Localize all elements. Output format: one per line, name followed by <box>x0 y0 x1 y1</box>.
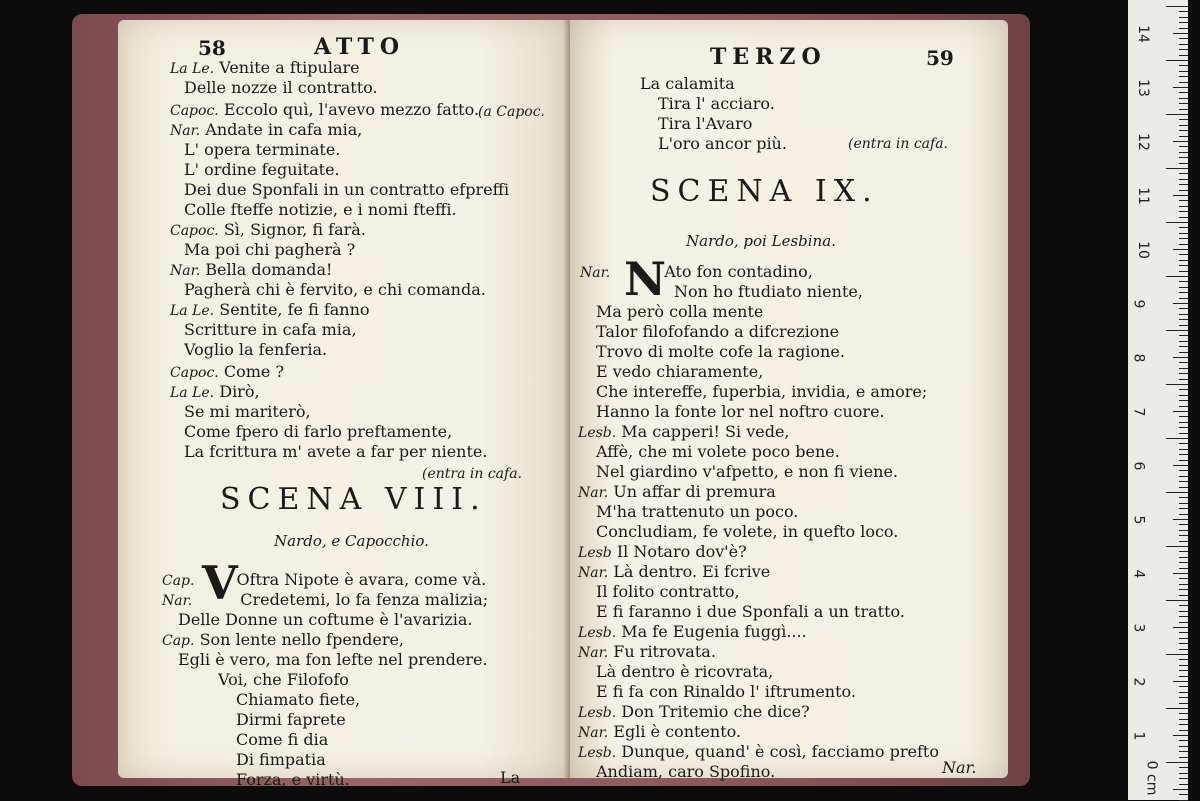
ruler-tick <box>1179 244 1188 245</box>
ruler-label: 13 <box>1134 79 1151 97</box>
measuring-ruler <box>1128 0 1188 800</box>
ruler-tick <box>1179 335 1188 336</box>
ruler-tick <box>1179 281 1188 282</box>
ruler-label: 14 <box>1134 25 1151 43</box>
ruler-tick <box>1179 44 1188 45</box>
ruler-tick <box>1179 82 1188 83</box>
scene-characters: Nardo, poi Lesbina. <box>686 232 836 250</box>
ruler-tick <box>1166 384 1188 385</box>
verse-line: Cap. Son lente nello fpendere, <box>162 630 405 649</box>
ruler-tick <box>1179 17 1188 18</box>
verse-line: Non ho ftudiato niente, <box>674 282 863 301</box>
ruler-tick <box>1179 665 1188 666</box>
ruler-tick <box>1179 190 1188 191</box>
ruler-tick <box>1166 546 1188 547</box>
ruler-tick <box>1179 76 1188 77</box>
ruler-tick <box>1179 125 1188 126</box>
ruler-tick <box>1179 514 1188 515</box>
ruler-tick <box>1179 298 1188 299</box>
ruler-tick <box>1179 38 1188 39</box>
ruler-tick <box>1179 427 1188 428</box>
ruler-tick <box>1179 578 1188 579</box>
verse-line: Capoc. Sì, Signor, fi farà. <box>170 220 366 239</box>
ruler-tick <box>1179 400 1188 401</box>
scene-title: SCENA VIII. <box>220 482 487 517</box>
verse-line: E fi fa con Rinaldo l' iftrumento. <box>596 682 856 701</box>
verse-line: Hanno la fonte lor nel noftro cuore. <box>596 402 885 421</box>
catchword: La <box>500 768 521 787</box>
ruler-tick <box>1173 249 1188 250</box>
verse-line: Tira l' acciaro. <box>658 94 775 113</box>
ruler-tick <box>1179 254 1188 255</box>
ruler-tick <box>1179 200 1188 201</box>
ruler-tick <box>1179 676 1188 677</box>
ruler-tick <box>1179 524 1188 525</box>
ruler-label: 8 <box>1130 353 1147 363</box>
ruler-tick <box>1179 713 1188 714</box>
verse-line: Nel giardino v'afpetto, e non fi viene. <box>596 462 898 481</box>
ruler-tick <box>1166 168 1188 169</box>
ruler-tick <box>1179 595 1188 596</box>
ruler-tick <box>1179 233 1188 234</box>
ruler-tick <box>1173 519 1188 520</box>
ruler-tick <box>1173 357 1188 358</box>
verse-line: Se mi mariterò, <box>184 402 311 421</box>
verse-line: Lesb. Ma capperi! Si vede, <box>578 422 790 441</box>
ruler-tick <box>1166 762 1188 763</box>
verse-line: Ma però colla mente <box>596 302 764 321</box>
ruler-label: 7 <box>1130 407 1147 417</box>
ruler-tick <box>1179 238 1188 239</box>
ruler-tick <box>1166 600 1188 601</box>
ruler-tick <box>1166 60 1188 61</box>
ruler-tick <box>1179 308 1188 309</box>
ruler-label: 3 <box>1130 623 1147 633</box>
ruler-tick <box>1179 163 1188 164</box>
ruler-tick <box>1179 497 1188 498</box>
ruler-tick <box>1173 627 1188 628</box>
ruler-tick <box>1179 341 1188 342</box>
ruler-tick <box>1179 443 1188 444</box>
ruler-tick <box>1179 292 1188 293</box>
ruler-tick <box>1179 28 1188 29</box>
ruler-label: 9 <box>1130 299 1147 309</box>
ruler-tick <box>1179 179 1188 180</box>
verse-line: Lesb Il Notaro dov'è? <box>578 542 747 561</box>
drop-cap: V <box>202 556 238 610</box>
ruler-tick <box>1179 697 1188 698</box>
verse-line: Là dentro è ricovrata, <box>596 662 774 681</box>
ruler-tick <box>1179 605 1188 606</box>
ruler-tick <box>1179 92 1188 93</box>
ruler-tick <box>1179 287 1188 288</box>
ruler-tick <box>1179 173 1188 174</box>
ruler-label: 0 cm <box>1143 760 1160 796</box>
right-page <box>570 20 1008 781</box>
verse-line: Ma poi chi pagherà ? <box>184 240 356 259</box>
ruler-label: 1 <box>1130 731 1147 741</box>
ruler-tick <box>1166 222 1188 223</box>
ruler-tick <box>1179 109 1188 110</box>
verse-line: Nar. Ato fon contadino, <box>580 262 813 281</box>
ruler-tick <box>1166 438 1188 439</box>
stage-direction: (entra in cafa. <box>422 466 522 482</box>
ruler-tick <box>1179 557 1188 558</box>
verse-line: Forza, e virtù. <box>236 770 350 789</box>
ruler-tick <box>1179 692 1188 693</box>
ruler-tick <box>1179 622 1188 623</box>
page-number: 58 <box>198 36 226 60</box>
verse-line: Voglio la fenferia. <box>184 340 328 359</box>
verse-line: Tira l'Avaro <box>658 114 753 133</box>
ruler-tick <box>1166 492 1188 493</box>
ruler-tick <box>1179 217 1188 218</box>
ruler-tick <box>1179 211 1188 212</box>
ruler-tick <box>1179 794 1188 795</box>
ruler-tick <box>1179 389 1188 390</box>
ruler-tick <box>1179 476 1188 477</box>
verse-line: La Le. Venite a ftipulare <box>170 58 360 77</box>
ruler-label: 10 <box>1134 241 1151 259</box>
verse-line: Lesb. Don Tritemio che dice? <box>578 702 810 721</box>
ruler-tick <box>1179 379 1188 380</box>
verse-line: Capoc. Eccolo quì, l'avevo mezzo fatto. <box>170 100 480 119</box>
verse-line: Scritture in cafa mia, <box>184 320 357 339</box>
verse-line: Dirmi faprete <box>236 710 346 729</box>
ruler-tick <box>1173 195 1188 196</box>
verse-line: Delle nozze il contratto. <box>184 78 378 97</box>
verse-line: Egli è vero, ma fon lefte nel prendere. <box>178 650 488 669</box>
verse-line: L' ordine feguitate. <box>184 160 340 179</box>
ruler-tick <box>1179 395 1188 396</box>
ruler-tick <box>1179 22 1188 23</box>
left-page <box>118 20 570 789</box>
ruler-tick <box>1179 659 1188 660</box>
verse-line: Lesb. Dunque, quand' è così, facciamo prefto <box>578 742 939 761</box>
ruler-tick <box>1179 719 1188 720</box>
running-head: ATTO <box>314 34 405 60</box>
ruler-tick <box>1173 735 1188 736</box>
ruler-tick <box>1179 319 1188 320</box>
verse-line: Andiam, caro Spofino. <box>596 762 776 781</box>
ruler-label: 6 <box>1130 461 1147 471</box>
scene-characters: Nardo, e Capocchio. <box>274 532 429 550</box>
ruler-tick <box>1179 152 1188 153</box>
ruler-tick <box>1179 157 1188 158</box>
ruler-label: 11 <box>1134 187 1151 205</box>
ruler-tick <box>1179 71 1188 72</box>
verse-line: Trovo di molte cofe la ragione. <box>596 342 845 361</box>
stage-direction: (entra in cafa. <box>848 136 948 152</box>
ruler-tick <box>1179 773 1188 774</box>
ruler-tick <box>1179 746 1188 747</box>
verse-line: Pagherà chi è fervito, e chi comanda. <box>184 280 486 299</box>
ruler-tick <box>1173 87 1188 88</box>
ruler-tick <box>1179 584 1188 585</box>
verse-line: Come fi dia <box>236 730 329 749</box>
verse-line: Talor filofofando a difcrezione <box>596 322 840 341</box>
running-head: TERZO <box>710 44 827 70</box>
catchword: Nar. <box>942 758 977 777</box>
ruler-tick <box>1179 206 1188 207</box>
ruler-tick <box>1173 411 1188 412</box>
ruler-tick <box>1179 611 1188 612</box>
ruler-tick <box>1179 784 1188 785</box>
ruler-tick <box>1179 767 1188 768</box>
verse-line: La Le. Sentite, fe fi fanno <box>170 300 370 319</box>
ruler-tick <box>1179 487 1188 488</box>
ruler-tick <box>1173 681 1188 682</box>
verse-line: Lesb. Ma fe Eugenia fuggì.... <box>578 622 807 641</box>
ruler-tick <box>1179 670 1188 671</box>
ruler-tick <box>1179 568 1188 569</box>
verse-line: Nar. Là dentro. Ei fcrive <box>578 562 771 581</box>
verse-line: Di fimpatia <box>236 750 326 769</box>
ruler-tick <box>1179 740 1188 741</box>
verse-line: La calamita <box>640 74 735 93</box>
ruler-tick <box>1179 508 1188 509</box>
ruler-tick <box>1179 136 1188 137</box>
ruler-label: 2 <box>1130 677 1147 687</box>
verse-line: Dei due Sponfali in un contratto efpreffi <box>184 180 510 199</box>
verse-line: E vedo chiaramente, <box>596 362 764 381</box>
ruler-tick <box>1179 643 1188 644</box>
verse-line: E fi faranno i due Sponfali a un tratto. <box>596 602 905 621</box>
ruler-tick <box>1179 103 1188 104</box>
ruler-tick <box>1179 11 1188 12</box>
verse-line: Chiamato fiete, <box>236 690 361 709</box>
ruler-tick <box>1179 757 1188 758</box>
verse-line: Nar. Andate in cafa mia, <box>170 120 363 139</box>
ruler-tick <box>1179 362 1188 363</box>
scene-title: SCENA IX. <box>650 174 879 209</box>
verse-line: Come fpero di farlo preftamente, <box>184 422 453 441</box>
ruler-tick <box>1166 330 1188 331</box>
verse-line: L'oro ancor più. <box>658 134 787 153</box>
verse-line: Nar. Credetemi, lo fa fenza malizia; <box>162 590 489 609</box>
verse-line: L' opera terminate. <box>184 140 341 159</box>
verse-line: Capoc. Come ? <box>170 362 285 381</box>
ruler-tick <box>1179 55 1188 56</box>
ruler-tick <box>1166 114 1188 115</box>
stage-direction: (a Capoc. <box>478 104 545 120</box>
ruler-tick <box>1166 6 1188 7</box>
verse-line: Affè, che mi volete poco bene. <box>596 442 840 461</box>
ruler-tick <box>1179 184 1188 185</box>
ruler-tick <box>1179 98 1188 99</box>
ruler-tick <box>1179 260 1188 261</box>
verse-line: Cap. Oftra Nipote è avara, come và. <box>162 570 487 589</box>
ruler-tick <box>1179 616 1188 617</box>
verse-line: M'ha trattenuto un poco. <box>596 502 799 521</box>
ruler-tick <box>1179 49 1188 50</box>
verse-line: Colle fteffe notizie, e i nomi fteffi. <box>184 200 457 219</box>
ruler-tick <box>1179 460 1188 461</box>
ruler-tick <box>1179 65 1188 66</box>
verse-line: Delle Donne un coftume è l'avarizia. <box>178 610 473 629</box>
verse-line: Il folito contratto, <box>596 582 740 601</box>
ruler-tick <box>1179 541 1188 542</box>
verse-line: Nar. Bella domanda! <box>170 260 333 279</box>
ruler-tick <box>1179 119 1188 120</box>
ruler-tick <box>1179 314 1188 315</box>
page-number: 59 <box>926 46 954 70</box>
verse-line: La Le. Dirò, <box>170 382 260 401</box>
ruler-tick <box>1179 649 1188 650</box>
verse-line: Concludiam, fe volete, in quefto loco. <box>596 522 899 541</box>
ruler-tick <box>1179 535 1188 536</box>
ruler-tick <box>1179 470 1188 471</box>
ruler-tick <box>1179 638 1188 639</box>
ruler-tick <box>1179 346 1188 347</box>
ruler-tick <box>1173 141 1188 142</box>
ruler-tick <box>1179 562 1188 563</box>
drop-cap: N <box>624 252 667 306</box>
verse-line: Nar. Egli è contento. <box>578 722 742 741</box>
ruler-tick <box>1179 130 1188 131</box>
ruler-tick <box>1179 449 1188 450</box>
ruler-tick <box>1179 703 1188 704</box>
ruler-label: 4 <box>1130 569 1147 579</box>
ruler-tick <box>1179 686 1188 687</box>
verse-line: Nar. Un affar di premura <box>578 482 776 501</box>
ruler-tick <box>1179 778 1188 779</box>
ruler-tick <box>1179 265 1188 266</box>
ruler-tick <box>1179 751 1188 752</box>
ruler-tick <box>1166 708 1188 709</box>
ruler-tick <box>1179 368 1188 369</box>
ruler-tick <box>1179 551 1188 552</box>
ruler-tick <box>1179 433 1188 434</box>
ruler-tick <box>1179 373 1188 374</box>
verse-line: Nar. Fu ritrovata. <box>578 642 716 661</box>
ruler-tick <box>1179 454 1188 455</box>
ruler-tick <box>1179 724 1188 725</box>
ruler-tick <box>1179 632 1188 633</box>
ruler-tick <box>1166 276 1188 277</box>
ruler-tick <box>1179 406 1188 407</box>
ruler-tick <box>1179 422 1188 423</box>
ruler-tick <box>1173 33 1188 34</box>
ruler-tick <box>1173 573 1188 574</box>
ruler-tick <box>1173 465 1188 466</box>
ruler-tick <box>1179 227 1188 228</box>
ruler-tick <box>1179 146 1188 147</box>
ruler-tick <box>1179 416 1188 417</box>
verse-line: La fcrittura m' avete a far per niente. <box>184 442 488 461</box>
ruler-tick <box>1179 730 1188 731</box>
ruler-tick <box>1179 530 1188 531</box>
ruler-tick <box>1179 589 1188 590</box>
ruler-tick <box>1179 481 1188 482</box>
ruler-tick <box>1173 789 1188 790</box>
ruler-tick <box>1173 303 1188 304</box>
ruler-tick <box>1179 271 1188 272</box>
ruler-tick <box>1179 325 1188 326</box>
ruler-label: 12 <box>1134 133 1151 151</box>
ruler-tick <box>1179 503 1188 504</box>
ruler-tick <box>1166 654 1188 655</box>
verse-line: Voi, che Filofofo <box>218 670 349 689</box>
verse-line: Che intereffe, fuperbia, invidia, e amore; <box>596 382 928 401</box>
ruler-label: 5 <box>1130 515 1147 525</box>
ruler-tick <box>1179 352 1188 353</box>
